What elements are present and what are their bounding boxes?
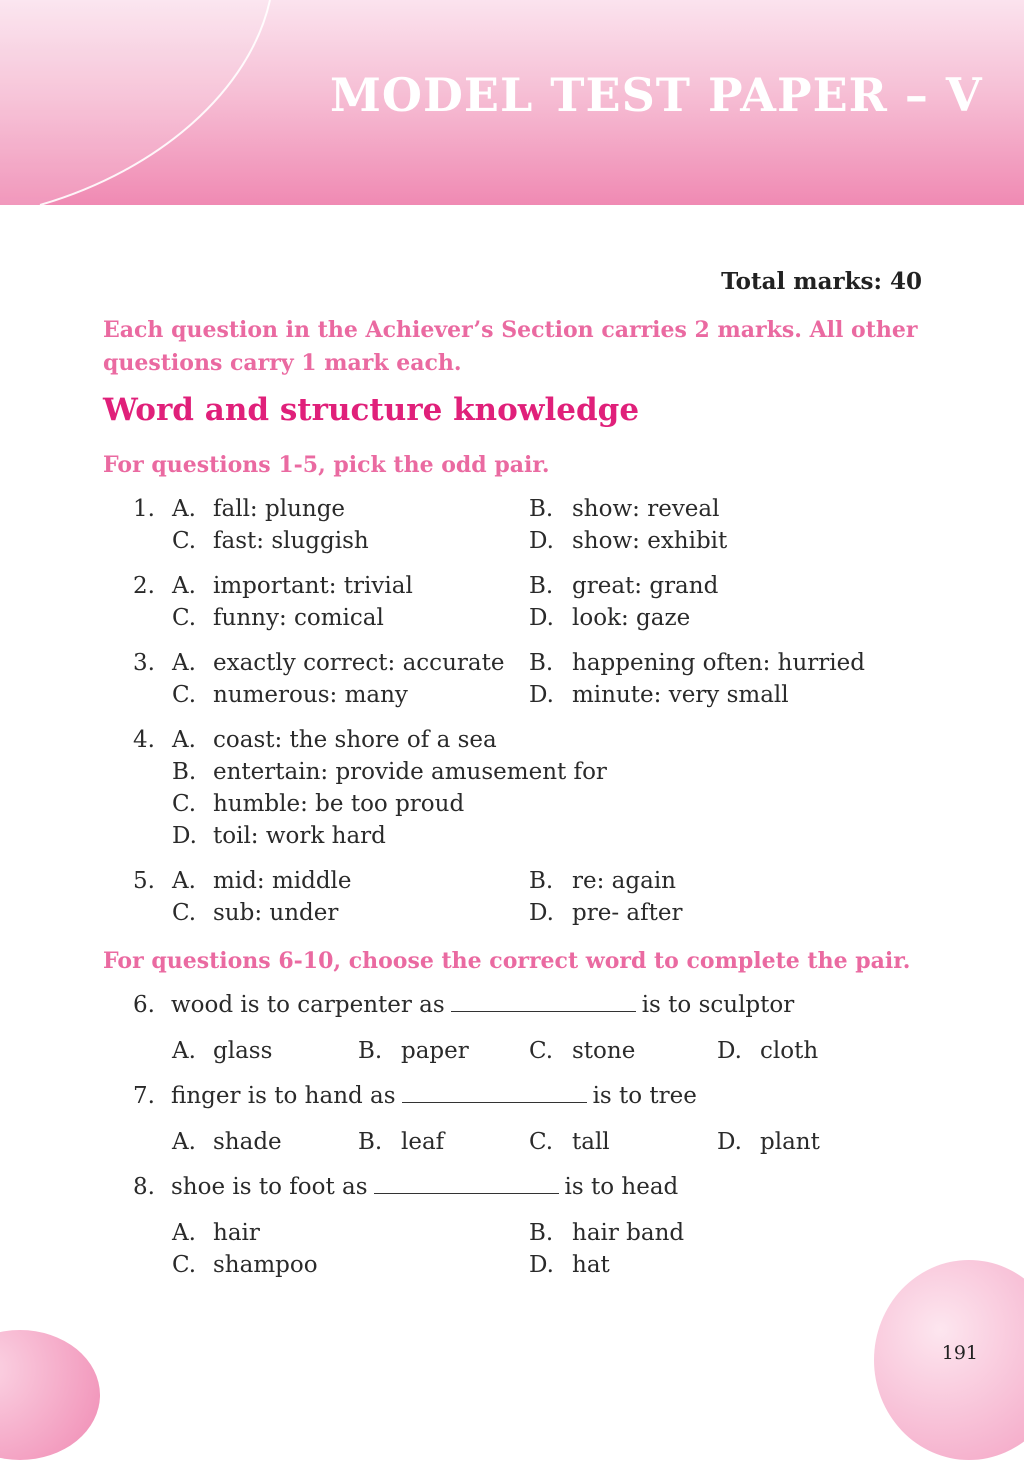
option-letter: D. [717, 1038, 742, 1064]
total-marks: Total marks: 40 [721, 268, 922, 295]
instruction-q1-5: For questions 1-5, pick the odd pair. [103, 452, 550, 478]
option-d: pre- after [572, 900, 683, 926]
option-letter: A. [172, 573, 196, 599]
option-b: paper [401, 1038, 469, 1064]
option-c: fast: sluggish [213, 528, 369, 554]
question-stem [171, 1083, 697, 1109]
marks-instructions: Each question in the Achiever’s Section carries 2 marks. All other questions carry 1 mark each. [103, 317, 918, 376]
option-letter: A. [172, 1038, 196, 1064]
option-d: toil: work hard [213, 823, 386, 849]
option-b: hair band [572, 1220, 685, 1246]
option-letter: C. [529, 1038, 554, 1064]
stem-part-1: shoe is to foot as [171, 1174, 368, 1200]
option-letter: A. [172, 1129, 196, 1155]
option-d: plant [760, 1129, 820, 1155]
option-c: humble: be too proud [213, 791, 465, 817]
option-a: exactly correct: accurate [213, 650, 505, 676]
option-letter: A. [172, 1220, 196, 1246]
option-d: hat [572, 1252, 610, 1278]
option-a: important: trivial [213, 573, 413, 599]
option-b: re: again [572, 868, 676, 894]
option-letter: D. [529, 528, 554, 554]
option-a: hair [213, 1220, 260, 1246]
option-letter: C. [172, 528, 197, 554]
option-c: sub: under [213, 900, 339, 926]
question-number: 5. [133, 868, 155, 894]
option-c: numerous: many [213, 682, 408, 708]
question-number: 6. [133, 992, 155, 1018]
option-letter: B. [529, 496, 554, 522]
option-letter: D. [172, 823, 197, 849]
option-c: tall [572, 1129, 610, 1155]
option-letter: D. [717, 1129, 742, 1155]
option-letter: C. [172, 682, 197, 708]
section-heading: Word and structure knowledge [103, 392, 640, 428]
question-number: 3. [133, 650, 155, 676]
option-letter: B. [358, 1129, 383, 1155]
answer-blank [402, 1084, 587, 1103]
question-number: 7. [133, 1083, 155, 1109]
option-d: show: exhibit [572, 528, 728, 554]
option-b: entertain: provide amusement for [213, 759, 607, 785]
option-d: look: gaze [572, 605, 691, 631]
option-letter: C. [172, 791, 197, 817]
option-letter: B. [172, 759, 197, 785]
answer-blank [451, 993, 636, 1012]
option-letter: A. [172, 650, 196, 676]
option-a: mid: middle [213, 868, 352, 894]
option-letter: A. [172, 496, 196, 522]
stem-part-1: finger is to hand as [171, 1083, 396, 1109]
option-letter: B. [529, 573, 554, 599]
instruction-q6-10: For questions 6-10, choose the correct word to complete the pair. [103, 948, 911, 974]
option-d: cloth [760, 1038, 819, 1064]
option-a: coast: the shore of a sea [213, 727, 497, 753]
page-number: 191 [941, 1342, 978, 1364]
option-letter: D. [529, 605, 554, 631]
question-stem [171, 1174, 678, 1200]
question-number: 4. [133, 727, 155, 753]
option-b: great: grand [572, 573, 719, 599]
header-banner [0, 0, 1024, 205]
question-number: 2. [133, 573, 155, 599]
corner-decoration-left [0, 1330, 100, 1460]
option-a: shade [213, 1129, 282, 1155]
answer-blank [374, 1175, 559, 1194]
option-c: stone [572, 1038, 636, 1064]
stem-part-1: wood is to carpenter as [171, 992, 445, 1018]
option-letter: D. [529, 682, 554, 708]
option-letter: C. [172, 900, 197, 926]
stem-part-2: is to head [564, 1174, 679, 1200]
option-d: minute: very small [572, 682, 789, 708]
option-letter: B. [529, 868, 554, 894]
option-a: fall: plunge [213, 496, 346, 522]
option-b: leaf [401, 1129, 445, 1155]
option-letter: B. [529, 650, 554, 676]
option-b: happening often: hurried [572, 650, 865, 676]
option-letter: C. [172, 1252, 197, 1278]
option-letter: A. [172, 727, 196, 753]
option-c: shampoo [213, 1252, 318, 1278]
page-title: MODEL TEST PAPER – V [330, 68, 983, 122]
option-letter: B. [358, 1038, 383, 1064]
option-letter: D. [529, 1252, 554, 1278]
stem-part-2: is to sculptor [641, 992, 795, 1018]
option-c: funny: comical [213, 605, 384, 631]
question-number: 1. [133, 496, 155, 522]
question-stem [171, 992, 794, 1018]
option-letter: B. [529, 1220, 554, 1246]
option-letter: C. [529, 1129, 554, 1155]
question-number: 8. [133, 1174, 155, 1200]
option-letter: D. [529, 900, 554, 926]
option-a: glass [213, 1038, 273, 1064]
option-b: show: reveal [572, 496, 720, 522]
option-letter: A. [172, 868, 196, 894]
option-letter: C. [172, 605, 197, 631]
stem-part-2: is to tree [592, 1083, 697, 1109]
